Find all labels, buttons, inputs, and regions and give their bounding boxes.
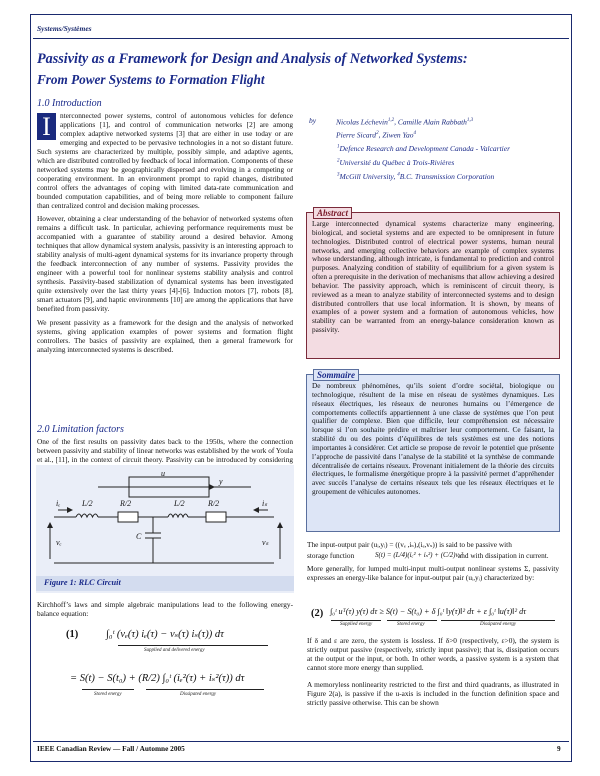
equation-2: ∫₀ᵗ uᵀ(τ) y(τ) dτ ≥ S(t) − S(t₀) + δ ∫₀ᵗ ‖y(τ)‖² dτ + ε ∫₀ᵗ ‖u(τ)‖² dτ bbox=[330, 607, 527, 616]
affiliation-4-text: B.C. Transmission Corporation bbox=[399, 172, 495, 181]
affiliation-4-sup: 4 bbox=[397, 172, 400, 178]
nonlinearity-paragraph: A memoryless nonlinearity restricted to the first and third quadrants, as illustrated in Figure 2(a), is passive if the u-axis is included in the function definition space and strictly passive otherwise. This can be shown bbox=[307, 680, 559, 707]
affiliation-2-text: Université du Québec à Trois-Rivières bbox=[339, 158, 455, 167]
equation-2-supplied-brace bbox=[331, 620, 381, 621]
sommaire-text: De nombreux phénomènes, qu’ils soient d’ordre sociétal, biologique ou technologique, résultent de la mise en réseau de systèmes dynamiques. Les réseaux électriques, les réseaux de neurones humains ou l’émergence de comportements collectifs appartiennent à une classe de systèmes que l’on peut qualifier de complexe. Bien que difficile, leur compréhension est nécessaire lorsque si l’on souhaite prédire et maîtriser leur comportement. Ce faisant, la stabilité du ou des points d’équilibres de tels systèmes est une des notions importantes à considérer. Cet article se propose de revoir le potentiel que présente l’approche de passivité dans l’analyse de la stabilité et la synthèse de commande décentralisée de certains réseaux. Provenant initialement de la théorie des circuits électriques, le formalisme énergétique propre à la passivité permet d’appréhender avec succès l’analyse de certains réseaux tels que les réseaux électriques et le groupement de véhicules autonomes. bbox=[312, 381, 554, 497]
intro-paragraph-2: However, obtaining a clear understanding of the behavior of networked systems often remains a difficult task. In particular, achieving performance requirements must be accompanied with a guarantee of stability around a desired behavior. Among techniques that allow dynamical system analysis, passivity is an interesting approach to stability analysis of multi-agent dynamical systems for its invariance property through the feedback interconnection of any number of systems. Passivity provides the engineer with a powerful tool for nonlinear systems stability analysis and control synthesis. Passivity-based stabilization of dynamical systems has been investigated quite extensively over the last thirty years [4]-[6]. Induction motors [7], robots [8], smart actuators [9], and haptic environments [10] are among the applications that have benefited from passivity. bbox=[37, 214, 293, 314]
label-r2-second: R/2 bbox=[208, 499, 220, 508]
dissipation-in-current: and with dissipation in current. bbox=[458, 551, 549, 560]
article-subtitle: From Power Systems to Formation Flight bbox=[37, 72, 265, 87]
author-4-sup: 4 bbox=[413, 131, 417, 136]
author-1-sup: 1,2 bbox=[387, 118, 395, 123]
label-r2-first: R/2 bbox=[120, 499, 132, 508]
affiliation-2 bbox=[337, 158, 454, 167]
label-y: y bbox=[219, 477, 223, 486]
sommaire-box bbox=[306, 370, 560, 532]
general-passivity-text: More generally, for lumped multi-input multi-output nonlinear systems Σ, passivity expresses an energy-like balance for input-output pair (uᵢ,yᵢ) characterized by: bbox=[307, 564, 559, 582]
author-1: Nicolas Léchevin bbox=[336, 117, 388, 127]
author-3-sup: 2 bbox=[376, 131, 379, 136]
label-is: iₛ bbox=[262, 499, 268, 508]
equation-2-number: (2) bbox=[311, 608, 324, 619]
equation-1-number: (1) bbox=[66, 629, 79, 640]
equation-1-dissipated-label: Dissipated energy bbox=[180, 692, 217, 697]
figure-caption: Figure 1: RLC Circuit bbox=[44, 578, 121, 587]
journal-footer: IEEE Canadian Review — Fall / Automne 2005 bbox=[37, 744, 185, 753]
sommaire-label: Sommaire bbox=[313, 369, 359, 381]
header-rule bbox=[33, 38, 569, 39]
intro-body bbox=[37, 112, 293, 360]
equation-1-underbrace bbox=[118, 645, 268, 646]
equation-1-lhs: ∫₀ᵗ (vₑ(τ) iₑ(τ) − vₛ(τ) iₛ(τ)) dτ bbox=[106, 629, 224, 640]
page-number: 9 bbox=[557, 744, 561, 753]
limitation-paragraph: One of the first results on passivity dates back to the 1950s, where the connection between passivity and stability of linear networks was established by the work of Youla et al., [11], in the context of circuit theory. Passivity can be introduced by considering bbox=[37, 437, 293, 464]
equation-2-stored-label: Stored energy bbox=[397, 622, 425, 627]
limitation-heading: 2.0 Limitation factors bbox=[37, 424, 124, 435]
author-2: , Camille Alain Rabbath bbox=[394, 117, 467, 127]
equation-1-annotation: Supplied and delivered energy bbox=[144, 648, 205, 653]
equation-1-stored-brace bbox=[82, 689, 134, 690]
footer-rule bbox=[33, 741, 569, 742]
lossless-paragraph: If δ and ε are zero, the system is lossless. If δ>0 (respectively, ε>0), the system is strictly output passive (respectively, strictly input passive); that is, dissipation occurs at the output or the input, or both. In other words, a passive system is a system that cannot store more energy than supplied. bbox=[307, 636, 559, 672]
equation-1-stored-label: Stored energy bbox=[94, 692, 122, 697]
author-2-sup: 1,3 bbox=[466, 118, 474, 123]
author-3: Pierre Sicard bbox=[336, 130, 377, 140]
equation-2-dissipated-brace bbox=[441, 620, 555, 621]
label-vs: vₛ bbox=[262, 538, 269, 547]
affiliation-3-text: McGill University, bbox=[339, 172, 398, 181]
equation-1-rhs: = S(t) − S(t₀) + (R/2) ∫₀ᵗ (iₑ²(τ) + iₛ²(τ)) dτ bbox=[70, 673, 245, 684]
section-label: Systems/Systèmes bbox=[37, 24, 92, 33]
label-u: u bbox=[161, 469, 165, 478]
equation-2-supplied-label: Supplied energy bbox=[340, 622, 373, 627]
label-l2-first: L/2 bbox=[82, 499, 93, 508]
dropcap: I bbox=[37, 113, 56, 140]
intro-paragraph-1: nterconnected power systems, control of autonomous vehicles for defence applications [1], and control of communication networks [2] are among complex adaptive networked systems [3] that are either in use today or are emerging and expected to be pervasive technologies in a not so distant future. Such systems are characterized by multiple, possibly simple, and adaptive agents, which are distributed controlled by feedback of local information. Components of these networked systems may be geographically dispersed and evolving in a competing or cooperating environment. In an environment prompt to rapid changes, distributed control offers the advantages of coping with limited data-rate communication and bounded computation capabilities, and of being more reliable to component failure than centralized control and decision making processes. bbox=[37, 111, 293, 210]
storage-function-label: storage function bbox=[307, 551, 355, 560]
rlc-circuit-figure bbox=[36, 465, 294, 593]
label-c: C bbox=[136, 532, 142, 541]
label-ve: vₑ bbox=[56, 538, 62, 547]
abstract-box bbox=[306, 208, 560, 359]
figure-caption-bar bbox=[36, 576, 294, 591]
affiliation-1-text: Defence Research and Development Canada - Valcartier bbox=[339, 144, 511, 153]
abstract-label: Abstract bbox=[313, 207, 352, 219]
passive-pair-sentence: The input-output pair (uᵢ,yᵢ) = ((vₑ ,iₛ),(iₑ,vₛ)) is said to be passive with bbox=[307, 540, 512, 549]
author-4: , Ziwen Yao bbox=[378, 130, 414, 140]
byline-prefix: by bbox=[309, 116, 317, 125]
intro-heading: 1.0 Introduction bbox=[37, 98, 102, 109]
equation-1-dissipated-brace bbox=[146, 689, 264, 690]
article-title: Passivity as a Framework for Design and Analysis of Networked Systems: bbox=[37, 51, 468, 67]
label-ie: iₑ bbox=[56, 499, 61, 508]
affiliation-3 bbox=[337, 172, 494, 181]
kirchhoff-text: Kirchhoff’s laws and simple algebraic manipulations lead to the following energy-balance equation: bbox=[37, 600, 293, 618]
affiliation-2-sup: 2 bbox=[337, 158, 340, 164]
affiliation-3-sup: 3 bbox=[337, 172, 340, 178]
affiliation-1 bbox=[337, 144, 510, 153]
intro-paragraph-3: We present passivity as a framework for the design and the analysis of networked systems, giving application examples of power systems and formation flight controllers. The basics of passivity are explained, then a general framework for analyzing interconnected systems is described. bbox=[37, 317, 293, 354]
affiliation-1-sup: 1 bbox=[337, 144, 340, 150]
rlc-circuit-diagram bbox=[36, 465, 294, 577]
label-l2-second: L/2 bbox=[174, 499, 185, 508]
storage-function-formula: S(t) = (L/4)(iₑ² + iₛ²) + (C/2)vₛ² bbox=[375, 551, 464, 559]
equation-2-dissipated-label: Dissipated energy bbox=[480, 622, 517, 627]
abstract-text: Large interconnected dynamical systems characterize many engineering, biological, and societal systems and are expected to be omnipresent in future technologies. Distributed control of electrical power systems, human neural networks, and emerging collective behaviors are example of complex systems whose understanding, although intricate, is fundamental to prediction and control purposes. Analyzing condition of stability of equilibrium for a given system is often a prerequisite in the derivation of mechanisms that allow achieving a desired behavior. The passivity approach, which is reminiscent of circuit theory, is reviewed as a mean to analyze stability of interconnected systems and to design distributed controllers that use local information. It is shown, by means of examples of a power system and a formation of autonomous vehicles, how stability can be warranted from an energy-balance consideration known as passivity. bbox=[312, 219, 554, 335]
equation-2-stored-brace bbox=[387, 620, 437, 621]
